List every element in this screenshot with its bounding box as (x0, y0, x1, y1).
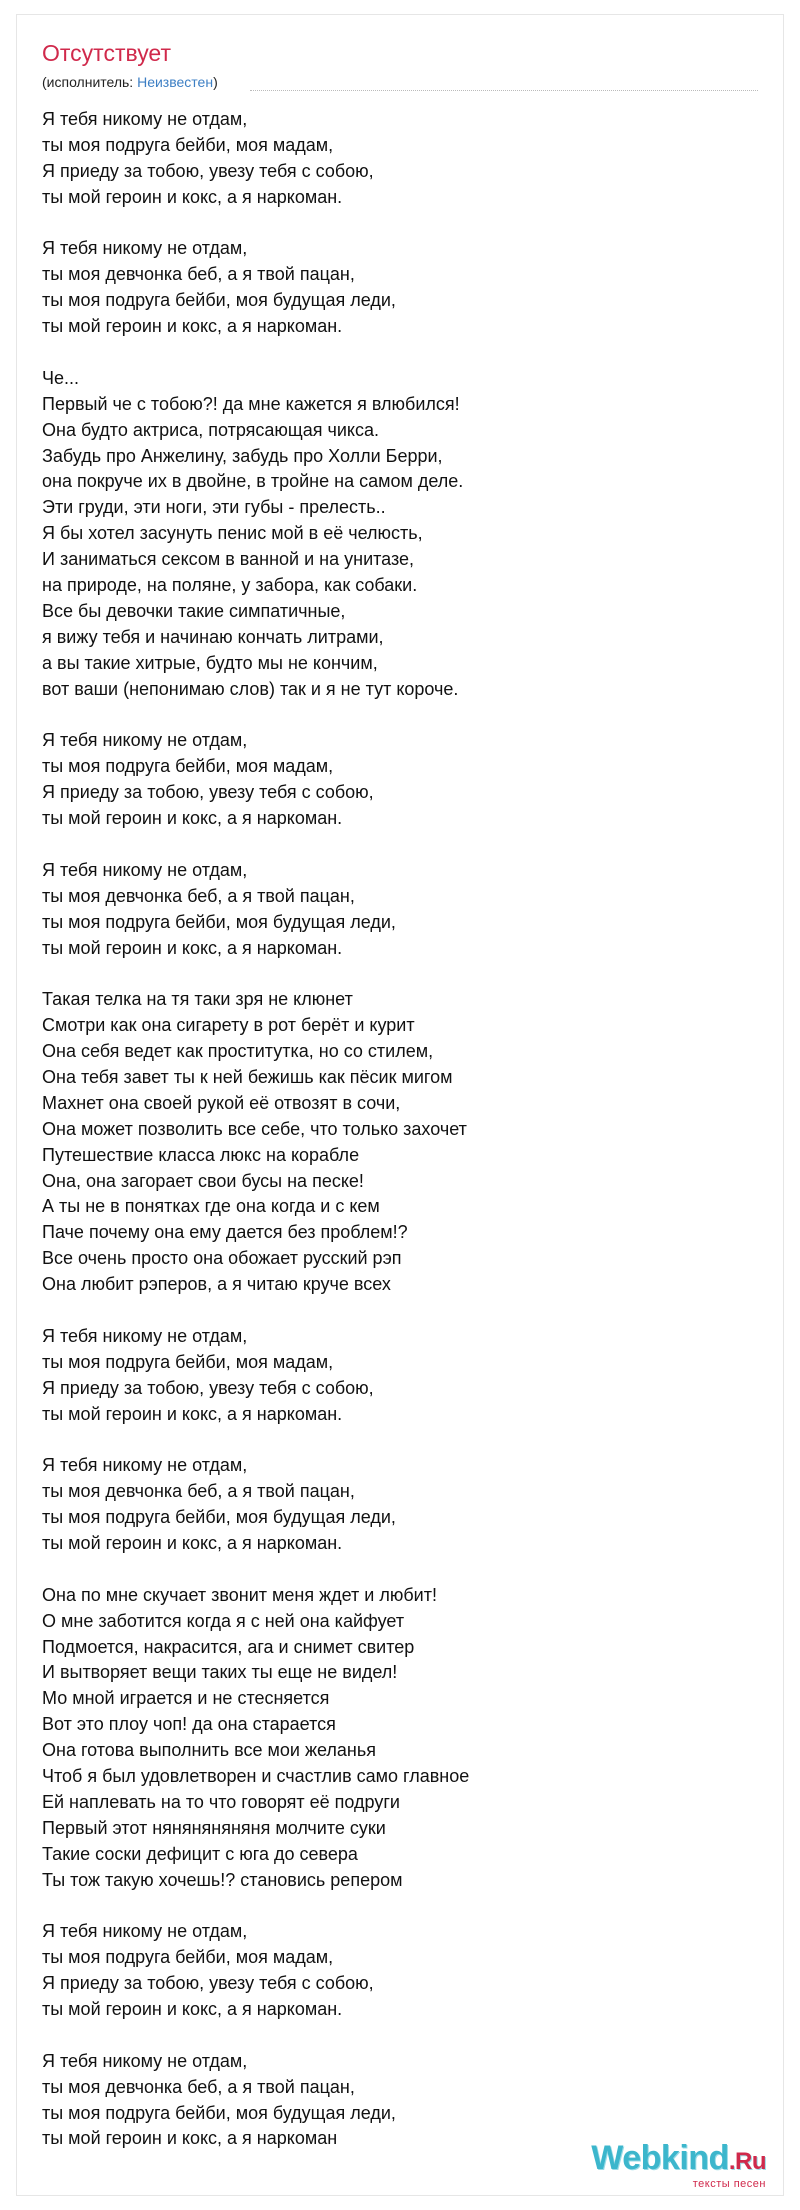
lyric-line: Я тебя никому не отдам, (42, 859, 248, 880)
lyric-line: Я тебя никому не отдам, (42, 2050, 248, 2071)
lyric-line: Я приеду за тобою, увезу тебя с собою, (42, 1377, 374, 1398)
lyric-line: я вижу тебя и начинаю кончать литрами, (42, 626, 384, 647)
stanza-gap (42, 211, 742, 237)
lyric-line: а вы такие хитрые, будто мы не кончим, (42, 652, 378, 673)
lyric-line: ты моя девчонка беб, а я твой пацан, (42, 264, 355, 285)
logo-main-text: Webkind (591, 2139, 729, 2177)
lyric-line: Она любит рэперов, а я читаю круче всех (42, 1274, 391, 1295)
stanza-gap (42, 1298, 742, 1324)
stanza-gap (42, 1557, 742, 1583)
artist-link[interactable]: Неизвестен (137, 74, 214, 90)
lyric-line: ты моя подруга бейби, моя будущая леди, (42, 2102, 396, 2123)
stanza-gap (42, 2023, 742, 2049)
stanza-gap (42, 340, 742, 366)
lyric-line: Я приеду за тобою, увезу тебя с собою, (42, 782, 374, 803)
lyric-line: ты мой героин и кокс, а я наркоман. (42, 316, 343, 337)
lyric-line: Забудь про Анжелину, забудь про Холли Берри, (42, 445, 443, 466)
lyric-line: А ты не в понятках где она когда и с кем (42, 1196, 380, 1217)
lyric-line: ты моя подруга бейби, моя мадам, (42, 1351, 334, 1372)
lyric-line: Ты тож такую хочешь!? становись репером (42, 1869, 403, 1890)
lyric-line: ты моя девчонка беб, а я твой пацан, (42, 1481, 355, 1502)
lyric-line: ты мой героин и кокс, а я наркоман. (42, 937, 343, 958)
site-logo[interactable] (591, 2140, 766, 2190)
lyric-line: ты мой героин и кокс, а я наркоман. (42, 1999, 343, 2020)
song-title: Отсутствует (42, 40, 171, 66)
lyric-line: Первый че с тобою?! да мне кажется я влюбился! (42, 393, 460, 414)
lyric-line: Я тебя никому не отдам, (42, 1921, 248, 1942)
stanza-gap (42, 1893, 742, 1919)
lyric-line: Я тебя никому не отдам, (42, 730, 248, 751)
lyric-line: Махнет она своей рукой её отвозят в сочи, (42, 1092, 401, 1113)
lyric-line: Она, она загорает свои бусы на песке! (42, 1170, 364, 1191)
lyric-line: О мне заботится когда я с ней она кайфует (42, 1610, 405, 1631)
lyric-line: Все очень просто она обожает русский рэп (42, 1248, 402, 1269)
lyric-line: ты моя подруга бейби, моя будущая леди, (42, 1507, 396, 1528)
lyric-line: Такие соски дефицит с юга до севера (42, 1843, 358, 1864)
lyric-line: ты мой героин и кокс, а я наркоман. (42, 808, 343, 829)
lyric-line: Подмоется, накрасится, ага и снимет свитер (42, 1636, 415, 1657)
lyric-line: Она тебя завет ты к ней бежишь как пёсик мигом (42, 1066, 453, 1087)
lyric-line: Она будто актриса, потрясающая чикса. (42, 419, 379, 440)
lyric-line: Она по мне скучает звонит меня ждет и любит! (42, 1584, 437, 1605)
lyric-line: ты моя девчонка беб, а я твой пацан, (42, 2076, 355, 2097)
logo-tld: .Ru (728, 2148, 766, 2175)
lyrics-body (42, 107, 742, 2152)
lyric-line: Путешествие класса люкс на корабле (42, 1144, 360, 1165)
lyric-line: ты моя подруга бейби, моя будущая леди, (42, 290, 396, 311)
lyric-line: Паче почему она ему дается без проблем!? (42, 1222, 408, 1243)
lyric-line: И вытворяет вещи таких ты еще не видел! (42, 1662, 398, 1683)
lyric-line: Вот это плоу чоп! да она старается (42, 1714, 336, 1735)
lyric-line: вот ваши (непонимаю слов) так и я не тут короче. (42, 678, 459, 699)
lyric-line: Такая телка на тя таки зря не клюнет (42, 989, 353, 1010)
lyric-line: Я тебя никому не отдам, (42, 1325, 248, 1346)
lyric-line: Она готова выполнить все мои желанья (42, 1740, 376, 1761)
artist-line (42, 74, 218, 90)
stanza-gap (42, 961, 742, 987)
lyric-line: ты мой героин и кокс, а я наркоман. (42, 186, 343, 207)
stanza-gap (42, 832, 742, 858)
lyric-line: Чтоб я был удовлетворен и счастлив само главное (42, 1766, 470, 1786)
logo-wordmark (591, 2140, 766, 2180)
lyric-line: ты мой героин и кокс, а я наркоман. (42, 1532, 343, 1553)
lyric-line: И заниматься сексом в ванной и на унитазе, (42, 549, 415, 570)
lyric-line: Я приеду за тобою, увезу тебя с собою, (42, 1973, 374, 1994)
lyric-line: ты моя подруга бейби, моя будущая леди, (42, 911, 396, 932)
lyric-line: ты мой героин и кокс, а я наркоман. (42, 1403, 343, 1424)
lyric-line: Ей наплевать на то что говорят её подруги (42, 1791, 400, 1812)
lyric-line: ты моя девчонка беб, а я твой пацан, (42, 885, 355, 906)
lyric-line: Все бы девочки такие симпатичные, (42, 600, 346, 621)
artist-suffix: ) (213, 74, 218, 90)
lyric-line: Первый этот няняняняняня молчите суки (42, 1817, 386, 1838)
lyric-line: Я бы хотел засунуть пенис мой в её челюсть, (42, 523, 423, 544)
lyric-line: Че... (42, 367, 80, 388)
logo-tagline: тексты песен (692, 2178, 766, 2190)
stanza-gap (42, 702, 742, 728)
lyric-line: Эти груди, эти ноги, эти губы - прелесть.. (42, 497, 386, 518)
lyric-line: Мо мной играется и не стесняется (42, 1688, 330, 1709)
lyric-line: ты моя подруга бейби, моя мадам, (42, 134, 334, 155)
stanza-gap (42, 1427, 742, 1453)
lyric-line: она покруче их в двойне, в тройне на самом деле. (42, 471, 464, 492)
artist-prefix: (исполнитель: (42, 74, 138, 90)
lyric-line: ты мой героин и кокс, а я наркоман (42, 2128, 338, 2149)
lyric-line: Смотри как она сигарету в рот берёт и курит (42, 1015, 415, 1036)
lyric-line: Она себя ведет как проститутка, но со стилем, (42, 1041, 434, 1062)
lyric-line: Я тебя никому не отдам, (42, 109, 248, 129)
lyric-line: Я тебя никому не отдам, (42, 238, 248, 259)
dotted-divider (250, 90, 758, 91)
lyric-line: Она может позволить все себе, что только захочет (42, 1118, 467, 1139)
lyric-line: Я приеду за тобою, увезу тебя с собою, (42, 160, 374, 181)
lyric-line: ты моя подруга бейби, моя мадам, (42, 756, 334, 777)
lyric-line: Я тебя никому не отдам, (42, 1455, 248, 1476)
lyric-line: на природе, на поляне, у забора, как собаки. (42, 575, 418, 596)
lyric-line: ты моя подруга бейби, моя мадам, (42, 1947, 334, 1968)
